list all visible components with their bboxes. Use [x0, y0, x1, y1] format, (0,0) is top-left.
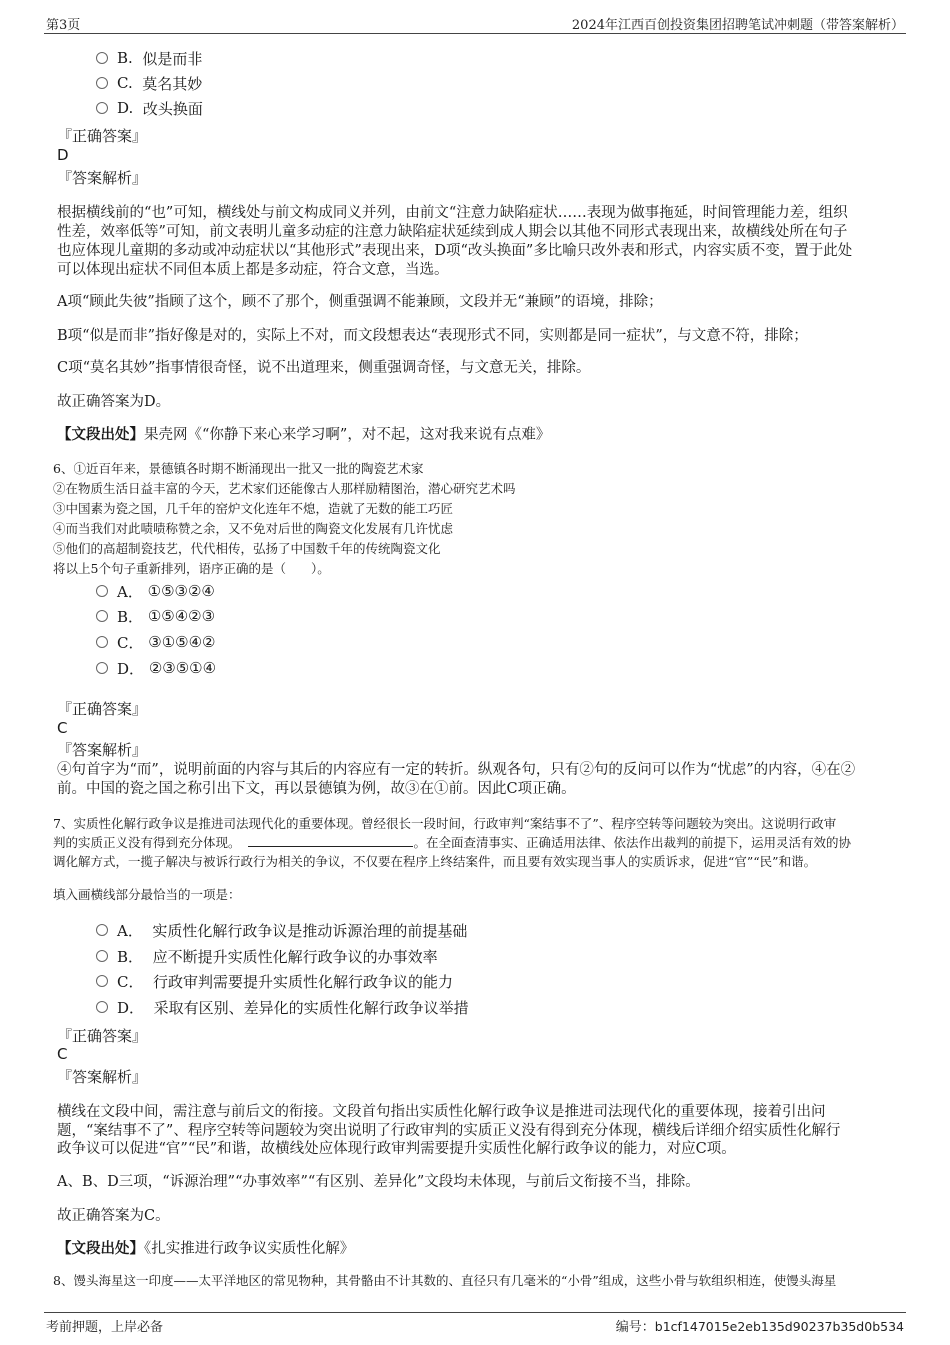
q6-analysis-line: ④句首字为“而”，说明前面的内容与其后的内容应有一定的转折。纵观各句，只有②句的反问可以作为“忧虑”的内容，④在② — [57, 762, 856, 778]
q7-other-note: A、B、D三项，“诉源治理”“办事效率”“有区别、差异化”文段均未体现，与前后文衔接不当，排除。 — [57, 1174, 700, 1190]
radio-icon[interactable] — [96, 950, 108, 962]
q5-answer: D — [57, 146, 69, 164]
q5-note-b: B项“似是而非”指好像是对的，实际上不对，而文段想表达“表现形式不同，实则都是同一症状”，与文意不符，排除； — [57, 328, 808, 344]
option-text: 莫名其妙 — [142, 74, 203, 93]
q6-stem-line: ⑤他们的高超制瓷技艺，代代相传，弘扬了中国数千年的传统陶瓷文化 — [53, 541, 441, 556]
q6-option-c[interactable] — [96, 631, 216, 653]
fill-blank — [248, 834, 413, 847]
source-label: 【文段出处】 — [57, 426, 144, 443]
q5-option-c[interactable] — [96, 72, 202, 94]
q8-stem-line: 8、馒头海星这一印度——太平洋地区的常见物种，其骨骼由不计其数的、直径只有几毫米的“小骨”组成，这些小骨与软组织相连，使馒头海星 — [53, 1273, 837, 1288]
q7-source — [57, 1237, 354, 1258]
q5-analysis-line: 性差，效率低等”可知，前文表明儿童多动症的注意力缺陷症状延续到成人期会以其他不同形式表现出来，故横线处所在句子 — [57, 224, 848, 240]
q5-analysis-line: 可以体现出症状不同但本质上都是多动症，符合文意，当选。 — [57, 262, 449, 278]
q5-analysis-label: 『答案解析』 — [57, 169, 148, 187]
source-text: 果壳网《“你静下来心来学习啊”，对不起，这对我来说有点难》 — [144, 427, 551, 443]
q7-stem-post: 。在全面查清事实、正确适用法律、依法作出裁判的前提下，运用灵活有效的协 — [413, 835, 851, 850]
source-text: 《扎实推进行政争议实质性化解》 — [144, 1241, 355, 1257]
q5-conclusion: 故正确答案为D。 — [57, 394, 171, 410]
q5-source — [57, 423, 550, 444]
q5-answer-label: 『正确答案』 — [57, 127, 148, 145]
q7-analysis-line: 横线在文段中间，需注意与前后文的衔接。文段首句指出实质性化解行政争议是推进司法现代化的重要体现，接着引出问 — [57, 1104, 826, 1120]
q7-analysis-line: 题，“案结事不了”、程序空转等问题较为突出说明了行政审判的实质正义没有得到充分体现，横线后详细介绍实质性化解行 — [57, 1123, 841, 1139]
option-text: ①⑤③②④ — [147, 582, 215, 600]
q5-note-c: C项“莫名其妙”指事情很奇怪，说不出道理来，侧重强调奇怪，与文意无关，排除。 — [57, 360, 591, 376]
radio-icon[interactable] — [96, 924, 108, 936]
option-letter: B． — [117, 607, 144, 626]
q7-analysis-line: 政争议可以促进“官”“民”和谐，故横线处应体现行政审判需要提升实质性化解行政争议的能力，对应C项。 — [57, 1141, 736, 1157]
q5-analysis-line: 也应体现儿童期的多动或冲动症状以“其他形式”表现出来，D项“改头换面”多比喻只改外表和形式，内容实质不变，置于此处 — [57, 243, 853, 259]
radio-icon[interactable] — [96, 77, 108, 89]
q7-option-c[interactable] — [96, 970, 453, 992]
radio-icon[interactable] — [96, 1001, 108, 1013]
option-text: 行政审判需要提升实质性化解行政争议的能力 — [153, 972, 454, 991]
option-text: 采取有区别、差异化的实质性化解行政争议举措 — [153, 998, 469, 1017]
option-letter: C. — [117, 74, 133, 92]
q5-option-b[interactable] — [96, 47, 202, 69]
radio-icon[interactable] — [96, 102, 108, 114]
option-text: 改头换面 — [142, 99, 203, 118]
q7-analysis-label: 『答案解析』 — [57, 1068, 148, 1086]
q6-option-d[interactable] — [96, 657, 216, 679]
q7-stem-pre: 判的实质正义没有得到充分体现。 — [53, 835, 241, 850]
q6-analysis-line: 前。中国的瓷之国之称引出下文，再以景德镇为例，故③在①前。因此C项正确。 — [57, 781, 576, 797]
document-code — [616, 1316, 904, 1335]
q6-option-b[interactable] — [96, 605, 215, 627]
q7-option-a[interactable] — [96, 919, 467, 941]
option-letter: B． — [117, 947, 144, 966]
q6-stem-line: ③中国素为瓷之国，几千年的窑炉文化连年不熄，造就了无数的能工巧匠 — [53, 501, 454, 516]
q6-stem-line: ④而当我们对此啧啧称赞之余，又不免对后世的陶瓷文化发展有几许忧虑 — [53, 521, 454, 536]
q6-analysis-label: 『答案解析』 — [57, 741, 148, 759]
option-letter: A． — [117, 921, 143, 940]
code-label: 编号： — [615, 1320, 655, 1335]
q6-answer: C — [57, 719, 68, 737]
option-letter: B. — [117, 49, 133, 67]
option-text: ①⑤④②③ — [147, 607, 216, 625]
q6-stem-line: 6、①近百年来，景德镇各时期不断涌现出一批又一批的陶瓷艺术家 — [53, 461, 424, 476]
option-text: 似是而非 — [142, 49, 203, 68]
q5-analysis-line: 根据横线前的“也”可知，横线处与前文构成同义并列，由前文“注意力缺陷症状……表现为做事拖延，时间管理能力差，组织 — [57, 205, 848, 221]
q7-stem-line — [53, 833, 851, 851]
header-divider — [44, 33, 906, 34]
option-letter: C． — [117, 633, 144, 652]
q7-option-b[interactable] — [96, 945, 438, 967]
page-number: 第3页 — [46, 18, 81, 33]
q7-stem-line: 7、实质性化解行政争议是推进司法现代化的重要体现。曾经很长一段时间，行政审判“案结事不了”、程序空转等问题较为突出。这说明行政审 — [53, 816, 837, 831]
code-value: b1cf147015e2eb135d90237b35d0b534 — [654, 1319, 904, 1334]
q7-answer: C — [57, 1045, 68, 1063]
q5-option-d[interactable] — [96, 97, 203, 119]
q6-stem-line: ②在物质生活日益丰富的今天，艺术家们还能像古人那样励精图治，潜心研究艺术吗 — [53, 481, 516, 496]
footer-slogan: 考前押题，上岸必备 — [46, 1320, 164, 1335]
option-text: ③①⑤④② — [148, 633, 216, 651]
q6-option-a[interactable] — [96, 580, 215, 602]
option-text: 实质性化解行政争议是推动诉源治理的前提基础 — [152, 921, 468, 940]
radio-icon[interactable] — [96, 610, 108, 622]
source-label: 【文段出处】 — [57, 1240, 144, 1257]
q7-conclusion: 故正确答案为C。 — [57, 1208, 170, 1224]
q7-answer-label: 『正确答案』 — [57, 1027, 148, 1045]
radio-icon[interactable] — [96, 585, 108, 597]
option-letter: D． — [117, 998, 145, 1017]
q6-question: 将以上5个句子重新排列，语序正确的是（ ）。 — [53, 561, 330, 576]
option-letter: C． — [117, 972, 144, 991]
q5-note-a: A项“顾此失彼”指顾了这个，顾不了那个，侧重强调不能兼顾，文段并无“兼顾”的语境，排除； — [57, 294, 663, 310]
radio-icon[interactable] — [96, 52, 108, 64]
footer-divider — [44, 1312, 906, 1313]
q7-option-d[interactable] — [96, 996, 469, 1018]
q7-stem-line: 调化解方式，一揽子解决与被诉行政行为相关的争议，不仅要在程序上终结案件，而且要有效实现当事人的实质诉求，促进“官”“民”和谐。 — [53, 854, 817, 869]
q7-prompt: 填入画横线部分最恰当的一项是： — [53, 887, 241, 902]
radio-icon[interactable] — [96, 662, 108, 674]
document-title: 2024年江西百创投资集团招聘笔试冲刺题（带答案解析） — [571, 18, 904, 33]
option-text: 应不断提升实质性化解行政争议的办事效率 — [152, 947, 438, 966]
radio-icon[interactable] — [96, 975, 108, 987]
option-letter: A． — [117, 582, 143, 601]
option-text: ②③⑤①④ — [148, 659, 217, 677]
option-letter: D． — [117, 659, 145, 678]
q6-answer-label: 『正确答案』 — [57, 700, 148, 718]
radio-icon[interactable] — [96, 636, 108, 648]
option-letter: D. — [117, 99, 134, 117]
